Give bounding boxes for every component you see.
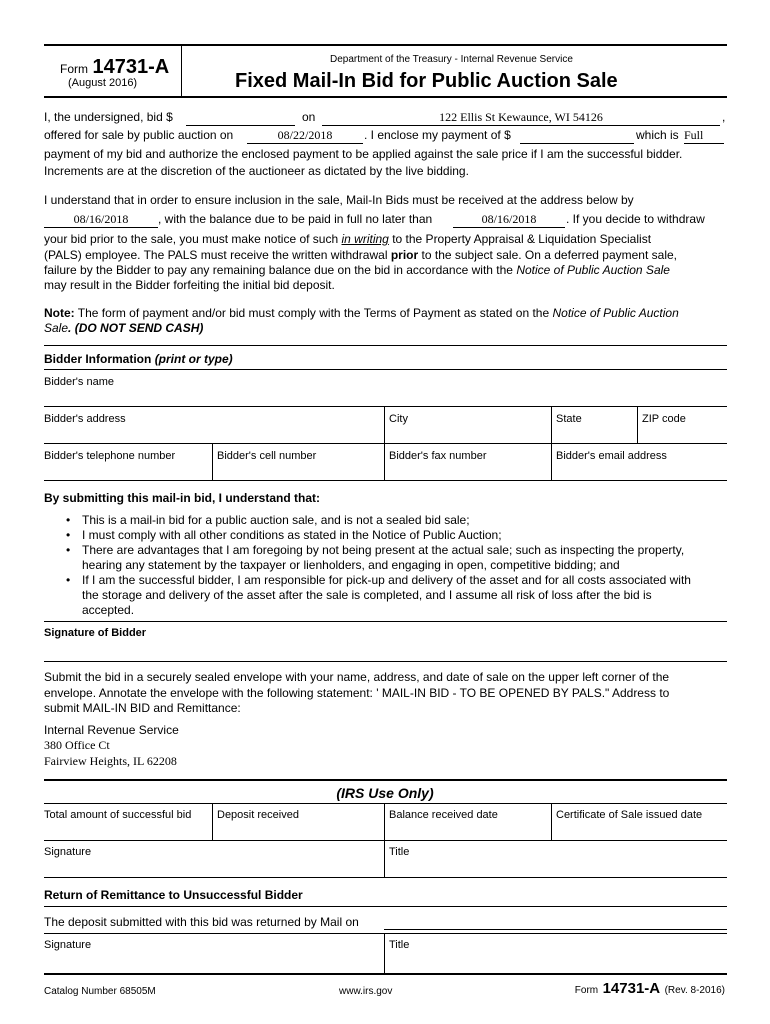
fax-label: Bidder's fax number — [389, 450, 487, 462]
understand-text-4 — [44, 232, 651, 247]
understand-text-7: may result in the Bidder forfeiting the initial bid deposit. — [44, 278, 335, 292]
understand-text-4a: your bid prior to the sale, you must make notice of such — [44, 232, 339, 246]
balance-label: Balance received date — [389, 809, 498, 821]
form-title: Fixed Mail-In Bid for Public Auction Sale — [235, 70, 618, 92]
address-row-rule[interactable] — [44, 443, 727, 444]
return-date-line[interactable] — [384, 929, 727, 930]
notice-text: Notice of Public Auction Sale — [516, 263, 670, 277]
bid-text-1: I, the undersigned, bid $ — [44, 110, 173, 124]
cell-divider — [212, 443, 213, 480]
certificate-label: Certificate of Sale issued date — [556, 809, 703, 821]
irs-address-3: Fairview Heights, IL 62208 — [44, 754, 177, 768]
footer-form-id — [575, 980, 725, 998]
header-bottom-rule — [44, 96, 727, 98]
name-row-rule[interactable] — [44, 406, 727, 407]
email-label: Bidder's email address — [556, 450, 667, 462]
return-title-label: Title — [389, 939, 410, 951]
note-text-b: . (DO NOT SEND CASH) — [68, 321, 204, 335]
list-item: • There are advantages that I am foregoing by not being present at the actual sale; such as inspecting the property, hearing any statement by the taxpayer or lienholders, and engaging in open, competitive bidding; and — [44, 543, 727, 573]
irs-signature-rule[interactable] — [44, 877, 727, 878]
return-bottom-rule[interactable] — [44, 973, 727, 975]
catalog-number: Catalog Number 68505M — [44, 986, 156, 997]
total-bid-label: Total amount of successful bid — [44, 809, 192, 821]
understand-list-heading: By submitting this mail-in bid, I understand that: — [44, 491, 320, 505]
footer-form-word: Form — [574, 985, 599, 996]
bid-text-2: offered for sale by public auction on — [44, 128, 234, 142]
understand-text-6 — [44, 263, 670, 278]
return-title-divider — [384, 933, 385, 973]
list-item: • If I am the successful bidder, I am responsible for pick-up and delivery of the asset and for all costs associated with the storage and delivery of the asset after the sale is completed, and I assume all risk of loss after the bid is accepted. — [44, 573, 727, 618]
note-text-ital: Notice of Public Auction — [552, 306, 679, 320]
cell-label: Bidder's cell number — [217, 450, 317, 462]
receive-by-date-field[interactable]: 08/16/2018 — [44, 212, 158, 228]
bid-text-5: payment of my bid and authorize the enclosed payment to be applied against the sale price if I am the successful bidder. — [44, 147, 683, 161]
note-line-1 — [44, 306, 679, 321]
bid-amount-field[interactable] — [186, 110, 295, 126]
list-item: • This is a mail-in bid for a public auction sale, and is not a sealed bid sale; — [44, 513, 727, 528]
signature-line[interactable] — [44, 661, 727, 662]
top-rule — [44, 44, 727, 46]
return-text: The deposit submitted with this bid was returned by Mail on — [44, 915, 359, 929]
city-label: City — [389, 413, 408, 425]
form-number: 14731-A — [92, 56, 170, 78]
irs-use-top-rule — [44, 779, 727, 781]
understand-text-4b: to the Property Appraisal & Liquidation Specialist — [392, 232, 652, 246]
bidder-address-label: Bidder's address — [44, 413, 126, 425]
website: www.irs.gov — [339, 986, 393, 997]
irs-signature-label: Signature — [44, 846, 92, 858]
email-divider — [551, 443, 552, 480]
sale-date-field[interactable]: 08/22/2018 — [247, 128, 363, 144]
irs-address-1: Internal Revenue Service — [44, 723, 179, 737]
signature-top-rule — [44, 621, 727, 622]
state-divider — [551, 406, 552, 443]
return-signature-label: Signature — [44, 939, 92, 951]
irs-address-2: 380 Office Ct — [44, 738, 110, 752]
understand-text-2: , with the balance due to be paid in full no later than — [158, 212, 433, 226]
deposit-divider — [212, 803, 213, 840]
irs-use-heading: (IRS Use Only) — [336, 785, 434, 801]
bidder-info-heading-text: Bidder Information — [44, 352, 152, 366]
in-writing-text: in writing — [341, 232, 389, 246]
balance-due-date-field[interactable]: 08/16/2018 — [453, 212, 565, 228]
understand-text-5b: to the subject sale. On a deferred payment sale, — [421, 248, 677, 262]
note-text-ital2: Sale — [44, 321, 69, 335]
return-rule — [44, 933, 727, 934]
signature-label: Signature of Bidder — [44, 627, 147, 639]
zip-divider — [637, 406, 638, 443]
understand-list — [44, 513, 727, 618]
understand-text-5a: (PALS) employee. The PALS must receive the written withdrawal — [44, 248, 388, 262]
fax-divider — [384, 443, 385, 480]
payment-type-field[interactable]: Full — [684, 128, 724, 144]
footer-rev: (Rev. 8-2016) — [664, 985, 725, 996]
bidder-name-label: Bidder's name — [44, 376, 114, 388]
list-item: • I must comply with all other conditions as stated in the Notice of Public Auction; — [44, 528, 727, 543]
footer-form-number: 14731-A — [602, 980, 661, 997]
submit-text-1: Submit the bid in a securely sealed envelope with your name, address, and date of sale on the upper left corner of the — [44, 670, 670, 684]
note-line-2 — [44, 321, 203, 336]
understand-text-6a: failure by the Bidder to pay any remaining balance due on the bid in accordance with the — [44, 263, 513, 277]
bid-text-4: which is — [636, 128, 679, 142]
certificate-divider — [551, 803, 552, 840]
city-divider — [384, 406, 385, 443]
submit-text-3: submit MAIL-IN BID and Remittance: — [44, 701, 241, 715]
prior-text: prior — [390, 248, 419, 262]
agency-name: Department of the Treasury - Internal Revenue Service — [330, 54, 573, 65]
submit-text-2: envelope. Annotate the envelope with the following statement: ' MAIL-IN BID - TO BE OPENED BY PALS." Address to — [44, 686, 670, 700]
note-text-a: The form of payment and/or bid must comply with the Terms of Payment as stated on the — [77, 306, 550, 320]
return-heading: Return of Remittance to Unsuccessful Bidder — [44, 888, 303, 902]
bid-text-6: Increments are at the discretion of the auctioneer as dictated by the live bidding. — [44, 164, 469, 178]
property-address-field[interactable]: 122 Ellis St Kewaunce, WI 54126 — [322, 110, 720, 126]
phone-label: Bidder's telephone number — [44, 450, 176, 462]
understand-text-1: I understand that in order to ensure inclusion in the sale, Mail-In Bids must be received at the address below by — [44, 193, 634, 207]
balance-divider — [384, 803, 385, 840]
bidder-info-heading — [44, 352, 233, 367]
irs-use-row-rule[interactable] — [44, 840, 727, 841]
header-divider — [181, 45, 182, 97]
bidder-info-heading-ital: (print or type) — [154, 352, 233, 366]
irs-title-divider — [384, 840, 385, 877]
state-label: State — [556, 413, 582, 425]
bidder-info-top-rule — [44, 345, 727, 346]
phone-row-rule[interactable] — [44, 480, 727, 481]
irs-title-label: Title — [389, 846, 410, 858]
understand-text-3: . If you decide to withdraw — [566, 212, 705, 226]
deposit-label: Deposit received — [217, 809, 299, 821]
zip-label: ZIP code — [642, 413, 686, 425]
irs-use-rule — [44, 803, 727, 804]
return-heading-rule — [44, 906, 727, 907]
note-label: Note: — [44, 306, 75, 320]
form-word: Form — [60, 62, 88, 76]
form-date: (August 2016) — [68, 77, 138, 89]
bid-text-on: on — [302, 110, 316, 124]
bidder-info-rule — [44, 369, 727, 370]
bid-text-comma: , — [722, 110, 726, 124]
payment-amount-field[interactable] — [520, 128, 634, 144]
understand-text-5 — [44, 248, 677, 263]
bid-text-3: . I enclose my payment of $ — [364, 128, 511, 142]
